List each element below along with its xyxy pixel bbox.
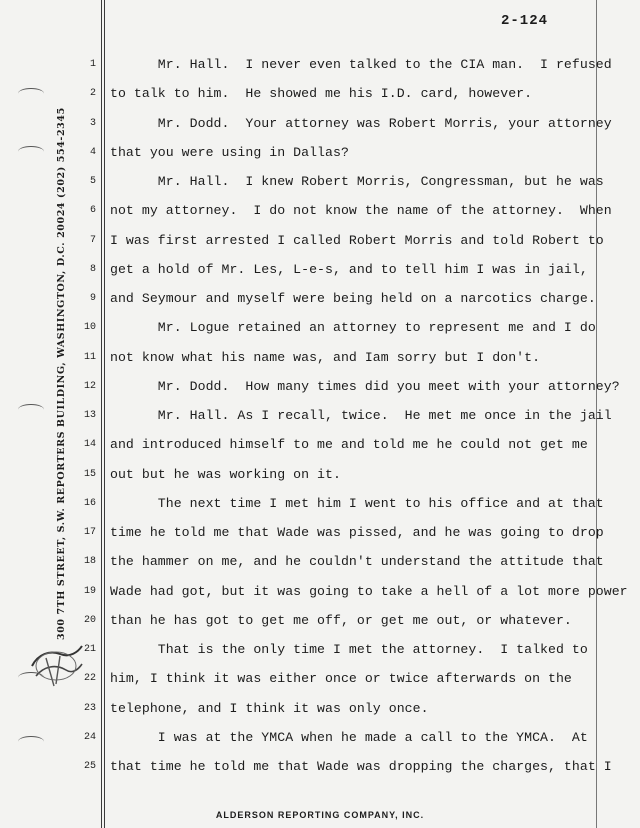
- transcript-line: and Seymour and myself were being held on a narcotics charge.: [110, 291, 596, 306]
- punch-hole-mark: [18, 736, 44, 747]
- transcript-line: Wade had got, but it was going to take a hell of a lot more power: [110, 583, 628, 599]
- line-number: 7: [89, 234, 96, 246]
- line-number: 2: [89, 88, 96, 100]
- margin-rule-left-inner: [104, 0, 105, 828]
- line-number: 8: [89, 263, 96, 275]
- transcript-line: Mr. Logue retained an attorney to represent me and I do: [110, 320, 596, 336]
- transcript-line: Mr. Hall. I never even talked to the CIA man. I refused: [110, 57, 612, 72]
- transcript-line: not know what his name was, and Iam sorry but I don't.: [110, 349, 541, 365]
- line-number: 22: [83, 673, 96, 685]
- margin-rule-left: [101, 0, 102, 828]
- transcript-line: time he told me that Wade was pissed, and he was going to drop: [110, 525, 604, 540]
- reporter-address-sidebar: 300 7TH STREET, S.W. REPORTERS BUILDING, WASHINGTON, D.C. 20024 (202) 554-2345: [56, 107, 67, 640]
- line-number: 1: [89, 59, 96, 70]
- punch-hole-mark: [18, 404, 44, 415]
- line-number: 4: [89, 146, 96, 158]
- line-number: 24: [83, 731, 96, 743]
- footer-company: ALDERSON REPORTING COMPANY, INC.: [215, 810, 425, 820]
- line-number: 11: [83, 351, 96, 363]
- punch-hole-mark: [18, 88, 44, 99]
- line-number: 17: [83, 527, 96, 538]
- transcript-line: out but he was working on it.: [110, 466, 341, 482]
- line-number: 5: [89, 176, 96, 187]
- transcript-line: Mr. Hall. I knew Robert Morris, Congressman, but he was: [110, 174, 604, 189]
- line-number: 25: [83, 761, 96, 772]
- transcript-line: get a hold of Mr. Les, L-e-s, and to tell him I was in jail,: [110, 261, 588, 277]
- transcript-line: him, I think it was either once or twice afterwards on the: [110, 671, 572, 687]
- page-number: 2-124: [500, 13, 548, 29]
- transcript-line: Mr. Hall. As I recall, twice. He met me once in the jail: [110, 408, 612, 423]
- line-number: 9: [89, 293, 96, 304]
- line-number: 16: [83, 497, 96, 509]
- transcript-line: The next time I met him I went to his office and at that: [110, 495, 604, 511]
- line-number: 18: [83, 556, 96, 568]
- transcript-line: I was first arrested I called Robert Morris and told Robert to: [110, 232, 604, 248]
- transcript-line: than he has got to get me off, or get me out, or whatever.: [110, 612, 572, 628]
- line-number: 12: [83, 380, 96, 392]
- line-number: 21: [83, 644, 96, 655]
- line-number: 13: [83, 410, 96, 421]
- transcript-line: That is the only time I met the attorney. I talked to: [110, 642, 588, 657]
- transcript-line: the hammer on me, and he couldn't understand the attitude that: [110, 554, 604, 570]
- line-number: 6: [89, 205, 96, 217]
- transcript-line: not my attorney. I do not know the name of the attorney. When: [110, 203, 612, 219]
- transcript-line: telephone, and I think it was only once.: [110, 700, 429, 716]
- transcript-line: Mr. Dodd. Your attorney was Robert Morris, your attorney: [110, 115, 612, 131]
- transcript-line: Mr. Dodd. How many times did you meet with your attorney?: [110, 378, 620, 394]
- line-number: 14: [83, 439, 96, 451]
- punch-hole-mark: [18, 146, 44, 157]
- transcript-line: and introduced himself to me and told me he could not get me: [110, 437, 588, 453]
- transcript-line: that time he told me that Wade was dropping the charges, that I: [110, 759, 612, 774]
- transcript-line: that you were using in Dallas?: [110, 144, 349, 160]
- line-number: 19: [83, 585, 96, 597]
- line-number: 23: [83, 702, 96, 714]
- line-number: 20: [83, 614, 96, 626]
- line-number: 15: [83, 468, 96, 480]
- line-number: 3: [89, 117, 96, 129]
- line-number: 10: [83, 322, 96, 334]
- transcript-line: I was at the YMCA when he made a call to the YMCA. At: [110, 729, 588, 745]
- transcript-line: to talk to him. He showed me his I.D. card, however.: [110, 86, 533, 102]
